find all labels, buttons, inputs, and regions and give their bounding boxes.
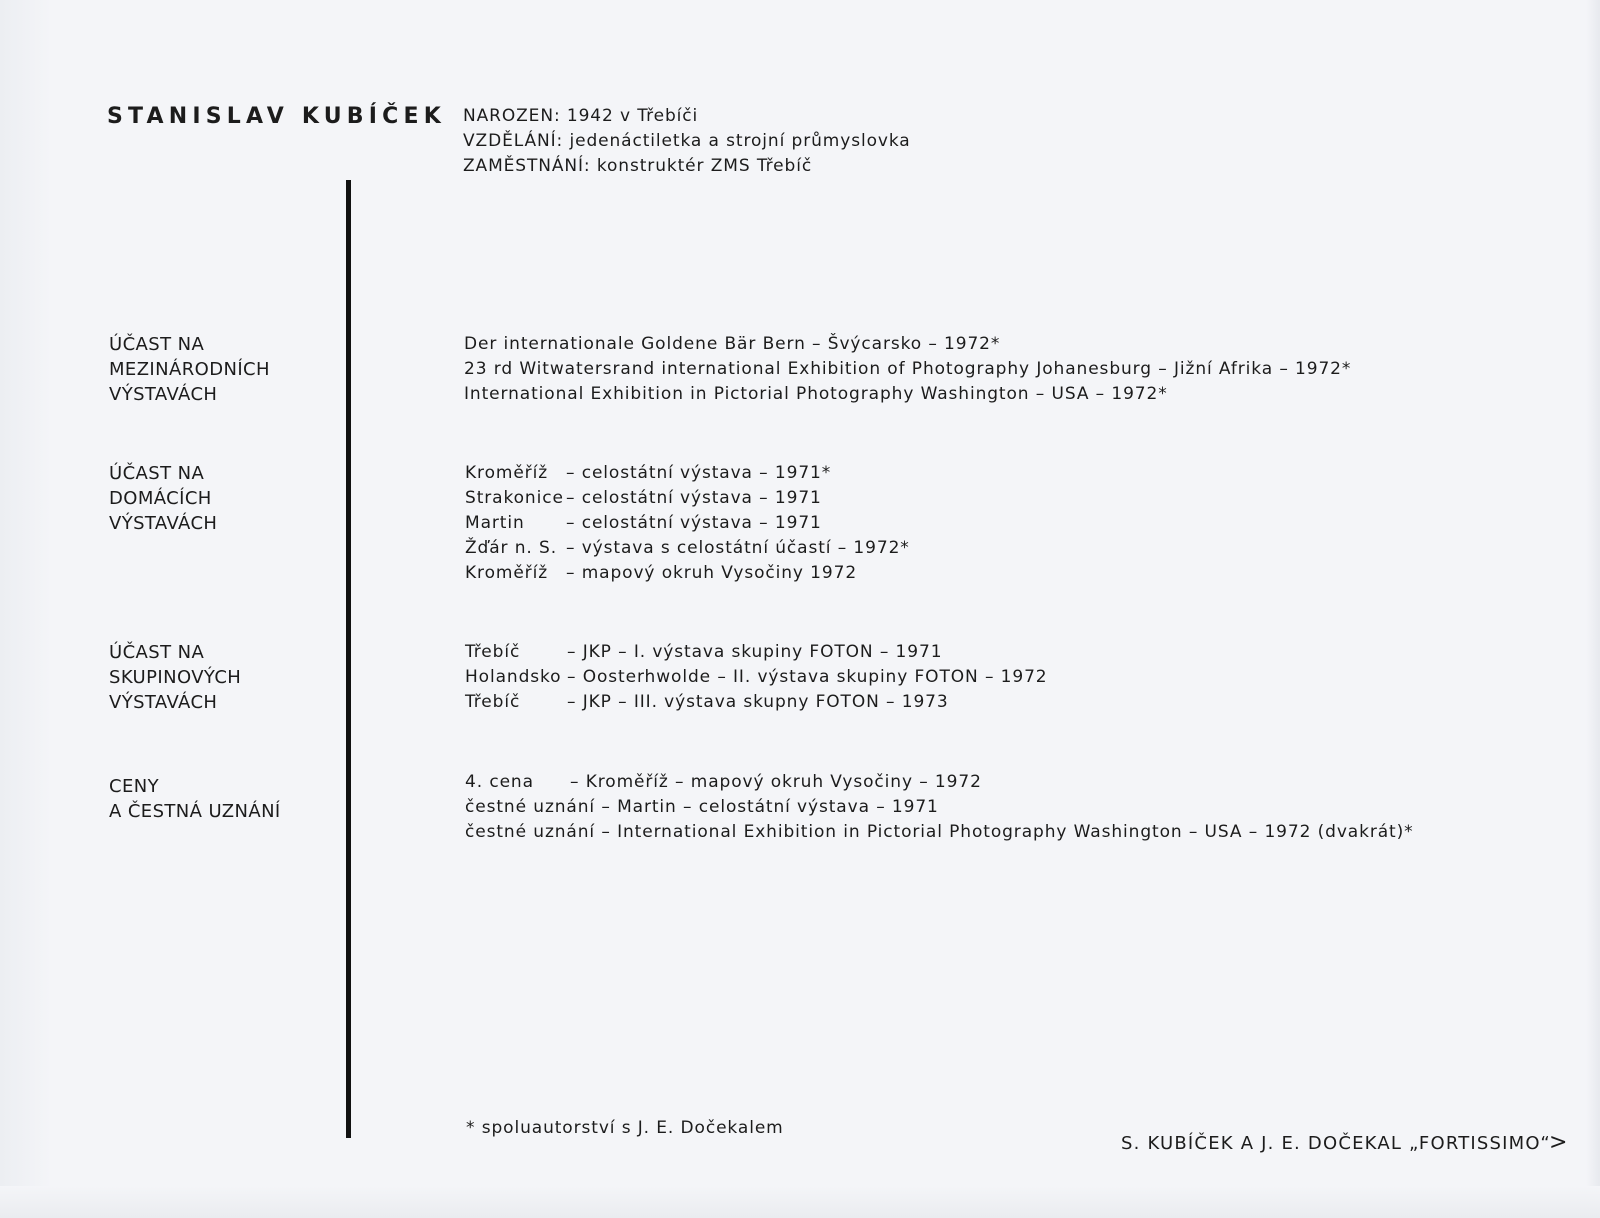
list-item: čestné uznání – International Exhibition in Pictorial Photography Washington – USA – 1972 (dvakrát)*: [465, 822, 1414, 842]
list-item: čestné uznání – Martin – celostátní výstava – 1971: [465, 797, 939, 817]
list-item: Žďár n. S. – výstava s celostátní účastí – 1972*: [465, 538, 910, 558]
list-item: Der internationale Goldene Bär Bern – Švýcarsko – 1972*: [464, 334, 1001, 354]
author-name: STANISLAV KUBÍČEK: [107, 104, 446, 129]
list-item: International Exhibition in Pictorial Photography Washington – USA – 1972*: [464, 384, 1168, 404]
list-item: Holandsko – Oosterhwolde – II. výstava skupiny FOTON – 1972: [465, 667, 1048, 687]
biography: [463, 104, 911, 179]
list-item: Kroměříž – celostátní výstava – 1971*: [465, 463, 832, 483]
awards-list: [465, 770, 1414, 845]
domestic-exhibitions-list: [465, 461, 910, 586]
page-edge-left: [0, 0, 52, 1218]
list-item: Martin – celostátní výstava – 1971: [465, 513, 822, 533]
group-exhibitions-list: [465, 640, 1048, 715]
awards-label: CENY A ČESTNÁ UZNÁNÍ: [109, 776, 281, 822]
employment-info: ZAMĚSTNÁNÍ: konstruktér ZMS Třebíč: [463, 156, 813, 176]
list-item: Třebíč – JKP – I. výstava skupiny FOTON – 1971: [465, 642, 943, 662]
international-label: ÚČAST NA MEZINÁRODNÍCH VÝSTAVÁCH: [109, 334, 270, 405]
group-label: ÚČAST NA SKUPINOVÝCH VÝSTAVÁCH: [109, 642, 242, 713]
birth-info: NAROZEN: 1942 v Třebíči: [463, 106, 699, 126]
list-item: Třebíč – JKP – III. výstava skupny FOTON – 1973: [465, 692, 949, 712]
list-item: Strakonice – celostátní výstava – 1971: [465, 488, 822, 508]
domestic-label: ÚČAST NA DOMÁCÍCH VÝSTAVÁCH: [109, 463, 218, 534]
list-item: 4. cena – Kroměříž – mapový okruh Vysočiny – 1972: [465, 772, 982, 792]
list-item: 23 rd Witwatersrand international Exhibition of Photography Johanesburg – Jižní Afrika – 1972*: [464, 359, 1352, 379]
page-edge-right: [1586, 0, 1600, 1218]
chevron-right-icon[interactable]: >: [1549, 1130, 1568, 1155]
next-page-title[interactable]: S. KUBÍČEK A J. E. DOČEKAL „FORTISSIMO“: [1121, 1133, 1551, 1154]
international-exhibitions-list: [464, 332, 1351, 407]
vertical-divider: [346, 180, 351, 1138]
page-edge-bottom: [0, 1186, 1600, 1218]
list-item: Kroměříž – mapový okruh Vysočiny 1972: [465, 563, 858, 583]
footnote: * spoluautorství s J. E. Dočekalem: [466, 1118, 784, 1138]
education-info: VZDĚLÁNÍ: jedenáctiletka a strojní průmyslovka: [463, 131, 911, 151]
